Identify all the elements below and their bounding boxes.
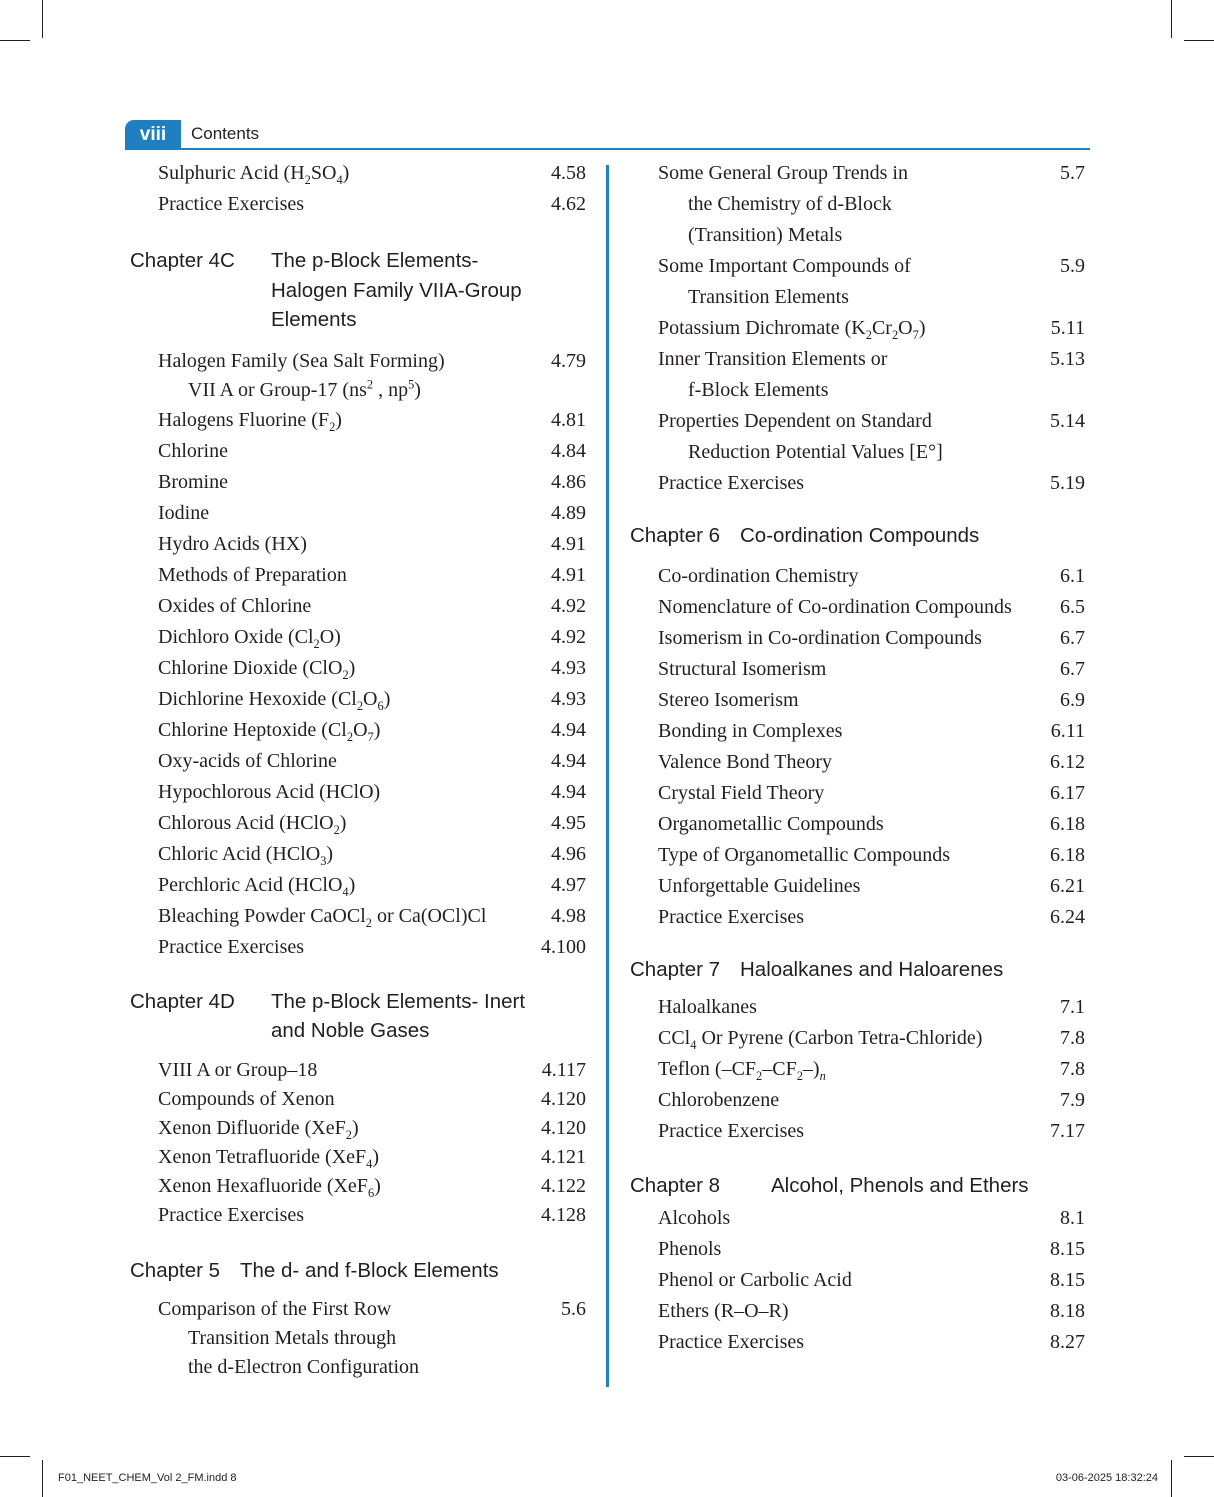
chapter-label: Chapter 5 [130, 1258, 221, 1282]
running-title: Contents [191, 124, 260, 143]
toc-page-number: 6.5 [1060, 595, 1085, 618]
toc-entry [130, 808, 586, 839]
toc-page-number: 4.62 [551, 193, 586, 215]
header-rule [125, 148, 1090, 150]
toc-entry-title: (Transition) Metals [688, 224, 843, 246]
toc-entry-title: Practice Exercises [158, 1203, 305, 1226]
toc-entry-title: Structural Isomerism [658, 657, 827, 680]
toc-page-number: 4.117 [541, 1058, 586, 1081]
toc-entry-title: Practice Exercises [658, 472, 805, 494]
toc-page-number: 4.92 [551, 625, 586, 648]
toc-page-number: 4.93 [551, 656, 586, 679]
toc-entry [630, 871, 1085, 902]
toc-entry [130, 560, 586, 591]
crop-mark [1184, 40, 1214, 41]
toc-page-number: 6.7 [1060, 657, 1085, 680]
toc-entry-title: Isomerism in Co-ordination Compounds [658, 626, 982, 649]
toc-entry-title: Alcohols [658, 1206, 731, 1229]
toc-entry-title: Halogens Fluorine $(F_2)$ [158, 408, 342, 434]
toc-entry-title: Chlorobenzene [658, 1089, 780, 1111]
toc-page-number: 4.94 [551, 780, 586, 803]
toc-entry-title: Xenon Difluoride (XeF$_2$) [158, 1116, 359, 1142]
toc-group [630, 158, 1085, 499]
toc-page-number: 4.121 [541, 1145, 586, 1168]
toc-page-number: 8.15 [1050, 1268, 1085, 1291]
toc-entry [130, 529, 586, 560]
toc-entry [630, 1054, 1085, 1085]
toc-group [130, 405, 586, 963]
crop-mark [42, 1460, 43, 1497]
toc-entry-title: Inner Transition Elements or [658, 348, 888, 370]
toc-entry-title: Ethers (R–O–R) [658, 1299, 789, 1322]
toc-entry [630, 1234, 1085, 1265]
crop-mark [0, 1456, 30, 1457]
toc-entry [130, 1172, 586, 1201]
toc-page-number: 5.19 [1050, 472, 1085, 494]
toc-page-number: 4.93 [551, 687, 586, 710]
toc-entry [130, 158, 586, 189]
chapter-title: Co-ordination Compounds [740, 524, 980, 547]
toc-entry-title: Bleaching Powder CaOCl$_2$ or Ca(OCl)Cl [158, 904, 487, 930]
crop-mark [1171, 1460, 1172, 1497]
toc-entry-title: Chloric Acid (HClO$_3$) [158, 842, 334, 868]
toc-entry [630, 468, 1085, 499]
toc-page-number: 4.95 [551, 811, 586, 834]
toc-entry-title: Practice Exercises [658, 905, 805, 928]
toc-entry-title: Bonding in Complexes [658, 719, 843, 742]
toc-entry-title: Xenon Tetrafluoride (XeF$_4$) [158, 1145, 380, 1171]
toc-entry-title: Iodine [158, 501, 210, 524]
toc-page-number: 4.100 [541, 935, 586, 958]
toc-entry [130, 684, 586, 715]
toc-entry-title: Potassium Dichromate $(K_2Cr_2O_7)$ [658, 317, 926, 342]
toc-entry [630, 1116, 1085, 1147]
crop-mark [0, 40, 30, 41]
toc-entry-title: Unforgettable Guidelines [658, 874, 861, 897]
toc-entry [630, 592, 1085, 623]
toc-entry-title: Properties Dependent on Standard [658, 410, 932, 432]
toc-entry [630, 1023, 1085, 1054]
toc-entry [130, 839, 586, 870]
toc-entry-title: Oxides of Chlorine [158, 594, 312, 617]
toc-entry [130, 746, 586, 777]
toc-page-number: 6.7 [1060, 626, 1085, 649]
toc-page-number: 5.7 [1060, 162, 1085, 184]
toc-page-number: 5.13 [1050, 348, 1085, 370]
right-column [630, 158, 1085, 1358]
page-header [125, 120, 1090, 150]
toc-entry-title: Chlorine [158, 439, 228, 462]
toc-entry-title: Practice Exercises [158, 193, 305, 215]
toc-entry-title: Stereo Isomerism [658, 688, 799, 711]
toc-entry-title: Chlorous Acid (HClO$_2$) [158, 811, 347, 837]
toc-entry-title: the Chemistry of d-Block [688, 193, 892, 215]
toc-entry-title: Reduction Potential Values [E°] [688, 441, 943, 463]
toc-entry-title: Sulphuric Acid $(H_2SO_4)$ [158, 162, 350, 187]
chapter-title: The p-Block Elements- Halogen Family VIIA-Group Elements [271, 249, 522, 331]
toc-page-number: 6.9 [1060, 688, 1085, 711]
toc-group [630, 561, 1085, 933]
toc-entry [630, 685, 1085, 716]
toc-entry-title: Chlorine Dioxide (ClO$_2$) [158, 656, 356, 682]
toc-entry [630, 251, 1085, 313]
toc-page-number: 5.6 [561, 1298, 586, 1320]
toc-entry-title: Transition Elements [688, 286, 849, 308]
toc-entry [630, 809, 1085, 840]
toc-page-number: 4.91 [551, 563, 586, 586]
toc-page-number: 4.92 [551, 594, 586, 617]
toc-entry-title: Organometallic Compounds [658, 812, 884, 835]
toc-entry [630, 1265, 1085, 1296]
chapter-heading [630, 1171, 1085, 1201]
toc-entry [130, 1201, 586, 1230]
toc-page-number: 7.17 [1050, 1120, 1085, 1142]
toc-page-number: 4.97 [551, 873, 586, 896]
toc-page-number: 5.14 [1050, 410, 1085, 432]
toc-entry-title: Crystal Field Theory [658, 781, 825, 804]
toc-entry-title: Comparison of the First Row [158, 1298, 392, 1320]
toc-page-number: 6.24 [1050, 905, 1085, 928]
toc-entry-title: Hypochlorous Acid (HClO) [158, 780, 381, 803]
toc-page-number: 4.91 [551, 532, 586, 555]
toc-entry [130, 870, 586, 901]
chapter-heading [630, 955, 1085, 985]
toc-page-number: 6.11 [1050, 719, 1085, 742]
chapter-heading [130, 246, 586, 335]
column-divider [606, 165, 609, 1387]
toc-entry-title: Xenon Hexafluoride (XeF$_6$) [158, 1174, 381, 1200]
toc-entry-title: Type of Organometallic Compounds [658, 843, 951, 866]
toc-entry-title: Phenol or Carbolic Acid [658, 1268, 852, 1291]
toc-entry [130, 932, 586, 963]
chapter-label: Chapter 8 [630, 1174, 721, 1197]
toc-entry [630, 313, 1085, 344]
chapter-label: Chapter 7 [630, 957, 721, 981]
toc-entry-title: the d-Electron Configuration [188, 1356, 420, 1378]
toc-page-number: 8.18 [1050, 1299, 1085, 1322]
toc-entry [630, 716, 1085, 747]
toc-entry-title: Oxy-acids of Chlorine [158, 749, 337, 772]
toc-entry [630, 561, 1085, 592]
toc-entry-title: Compounds of Xenon [158, 1087, 335, 1110]
toc-page-number: 4.58 [551, 162, 586, 184]
toc-entry [630, 344, 1085, 406]
toc-page-number: 5.11 [1050, 317, 1085, 339]
toc-entry [630, 778, 1085, 809]
toc-entry [130, 653, 586, 684]
toc-entry [130, 1295, 586, 1382]
toc-entry [130, 1114, 586, 1143]
toc-page-number: 4.122 [541, 1174, 586, 1197]
crop-mark [1171, 0, 1172, 38]
page-number: viii [125, 120, 181, 149]
toc-page-number: 7.9 [1060, 1089, 1085, 1111]
toc-entry-title: Practice Exercises [658, 1330, 805, 1353]
toc-entry [630, 1085, 1085, 1116]
toc-page-number: 8.1 [1060, 1206, 1085, 1229]
toc-page-number: 4.94 [551, 749, 586, 772]
toc-page-number: 4.128 [541, 1203, 586, 1226]
toc-entry [630, 992, 1085, 1023]
toc-entry [130, 189, 586, 220]
chapter-heading [130, 1256, 586, 1286]
toc-entry [630, 1327, 1085, 1358]
toc-entry [630, 747, 1085, 778]
toc-page-number: 6.12 [1050, 750, 1085, 773]
toc-entry [130, 436, 586, 467]
toc-entry-title: Chlorine Heptoxide $(Cl_2O_7)$ [158, 718, 381, 744]
toc-entry [630, 1203, 1085, 1234]
toc-entry [130, 715, 586, 746]
chapter-heading [630, 521, 1085, 551]
toc-entry [630, 902, 1085, 933]
toc-entry [130, 467, 586, 498]
toc-group [630, 992, 1085, 1147]
toc-entry [130, 777, 586, 808]
toc-entry [130, 622, 586, 653]
toc-page-number: 4.81 [551, 408, 586, 431]
chapter-heading [130, 987, 586, 1046]
toc-entry-title: Hydro Acids (HX) [158, 532, 307, 555]
toc-page-number: 4.84 [551, 439, 586, 462]
toc-entry-title: Practice Exercises [658, 1120, 805, 1142]
toc-entry-title: Perchloric Acid (HClO$_4$) [158, 873, 356, 899]
toc-entry-title: Dichloro Oxide $(Cl_2O)$ [158, 625, 341, 651]
toc-entry-title: Valence Bond Theory [658, 750, 833, 773]
toc-entry-title: Phenols [658, 1237, 722, 1260]
toc-entry-title: VII A or Group-17 ($ns^2$ , $np^5$) [188, 376, 421, 401]
toc-entry [630, 623, 1085, 654]
toc-page-number: 6.18 [1050, 812, 1085, 835]
toc-page-number: 6.1 [1060, 564, 1085, 587]
toc-entry-title: Co-ordination Chemistry [658, 564, 859, 587]
toc-entry [630, 654, 1085, 685]
left-column [130, 158, 586, 1382]
toc-entry [130, 347, 586, 405]
toc-page-number: 4.120 [541, 1116, 586, 1139]
toc-entry-title: CCl$_4$ Or Pyrene (Carbon Tetra-Chloride) [658, 1027, 983, 1052]
toc-page-number: 4.89 [551, 501, 586, 524]
chapter-label: Chapter 6 [630, 524, 721, 547]
toc-entry-title: Methods of Preparation [158, 563, 347, 586]
footer-filename: F01_NEET_CHEM_Vol 2_FM.indd 8 [58, 1472, 237, 1484]
toc-entry-title: f-Block Elements [688, 379, 829, 401]
chapter-title: The p-Block Elements- Inert and Noble Gases [271, 989, 526, 1042]
toc-page-number: 7.1 [1060, 996, 1085, 1018]
chapter-label: Chapter 4D [130, 989, 235, 1013]
toc-page-number: 4.96 [551, 842, 586, 865]
toc-entry-title: Halogen Family (Sea Salt Forming) [158, 349, 445, 372]
toc-entry [630, 158, 1085, 251]
toc-page-number: 4.120 [541, 1087, 586, 1110]
toc-group [130, 158, 586, 220]
toc-entry-title: Teflon $(-CF_2-CF_2-)_n$ [658, 1058, 826, 1083]
chapter-title: Haloalkanes and Haloarenes [740, 957, 1004, 981]
toc-entry [630, 1296, 1085, 1327]
toc-group [130, 1056, 586, 1230]
toc-entry-title: Haloalkanes [658, 996, 757, 1018]
toc-entry [130, 498, 586, 529]
toc-page-number: 7.8 [1060, 1058, 1085, 1080]
footer-timestamp: 03-06-2025 18:32:24 [1055, 1472, 1158, 1484]
toc-entry [130, 1056, 586, 1085]
chapter-title: The d- and f-Block Elements [240, 1258, 499, 1282]
toc-entry [130, 591, 586, 622]
toc-page-number: 5.9 [1060, 255, 1085, 277]
toc-entry [630, 840, 1085, 871]
toc-page-number: 4.86 [551, 470, 586, 493]
toc-entry-title: VIII A or Group–18 [158, 1058, 318, 1081]
toc-entry [130, 1143, 586, 1172]
toc-entry-title: Some Important Compounds of [658, 255, 911, 277]
toc-entry-title: Bromine [158, 470, 228, 493]
toc-page-number: 6.18 [1050, 843, 1085, 866]
toc-page-number: 8.15 [1050, 1237, 1085, 1260]
toc-entry-title: Transition Metals through [188, 1327, 397, 1349]
toc-entry [130, 405, 586, 436]
toc-page-number: 4.79 [551, 349, 586, 372]
toc-page-number: 6.17 [1050, 781, 1085, 804]
chapter-label: Chapter 4C [130, 249, 235, 272]
toc-entry-title: Nomenclature of Co-ordination Compounds [658, 595, 1012, 618]
toc-page-number: 4.94 [551, 718, 586, 741]
toc-group [630, 1203, 1085, 1358]
toc-entry-title: Practice Exercises [158, 935, 305, 958]
toc-page-number: 6.21 [1050, 874, 1085, 897]
toc-page-number: 7.8 [1060, 1027, 1085, 1049]
chapter-title: Alcohol, Phenols and Ethers [771, 1174, 1029, 1197]
toc-page-number: 8.27 [1050, 1330, 1085, 1353]
crop-mark [1184, 1456, 1214, 1457]
toc-page-number: 4.98 [551, 904, 586, 927]
toc-entry [630, 406, 1085, 468]
toc-entry-title: Some General Group Trends in [658, 162, 908, 184]
toc-entry [130, 901, 586, 932]
toc-entry-title: Dichlorine Hexoxide $(Cl_2O_6)$ [158, 687, 391, 713]
toc-entry [130, 1085, 586, 1114]
crop-mark [42, 0, 43, 38]
